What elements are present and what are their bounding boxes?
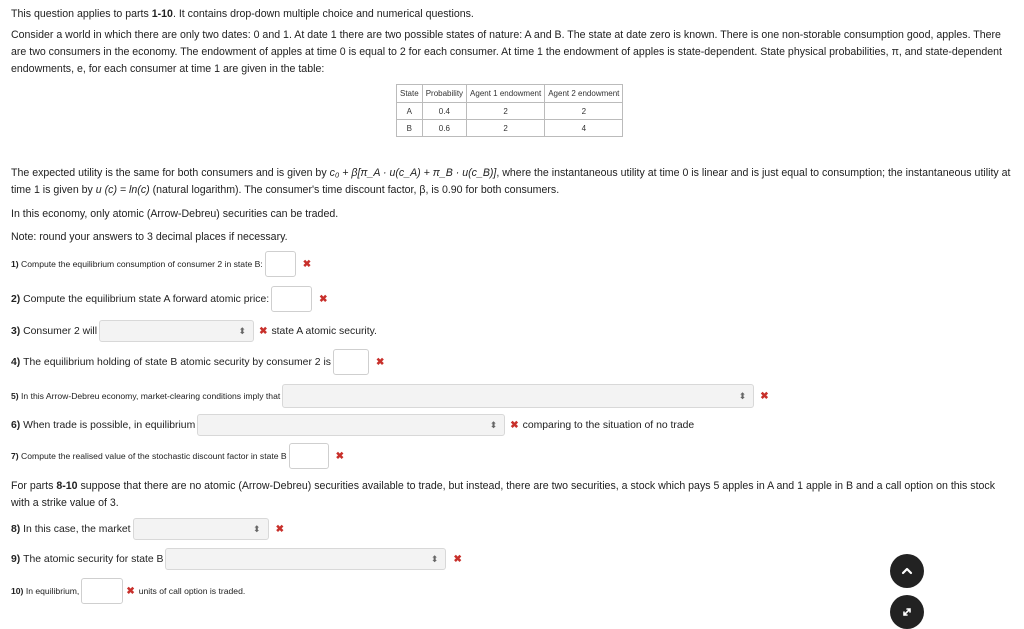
table-cell: 2 bbox=[467, 120, 545, 137]
q2-answer-input[interactable] bbox=[271, 286, 312, 312]
q3-select[interactable] bbox=[99, 320, 254, 342]
note-text: Note: round your answers to 3 decimal places if necessary. bbox=[11, 231, 288, 243]
incorrect-icon: ✖ bbox=[375, 356, 385, 368]
question-10: 10) In equilibrium, ✖ units of call option is traded. bbox=[11, 578, 245, 604]
endowment-table bbox=[396, 84, 623, 137]
table-cell: 4 bbox=[545, 120, 623, 137]
context-text: Consider a world in which there are only two dates: 0 and 1. At date 1 there are two possible states of nature: A and B. The state at date zero is known. There is one non-storable consumption good, apples. There are two consumers in the economy. The endowment of apples at time 0 is equal to 2 for each consumer. At time 1 the endowment of apples is state-dependent. State physical probabilities, π, and state-dependent endowments, e, for each consumer at time 1 are given in the table: bbox=[11, 29, 1002, 75]
question-label: Compute the equilibrium state A forward atomic price: bbox=[23, 293, 270, 305]
table-row bbox=[397, 103, 623, 120]
expand-icon bbox=[900, 605, 914, 619]
select-caret-icon: ⬍ bbox=[253, 523, 261, 534]
question-7: 7) Compute the realised value of the stochastic discount factor in state B ✖ bbox=[11, 443, 348, 469]
question-label: Compute the realised value of the stochastic discount factor in state B bbox=[21, 451, 287, 461]
table-cell: 2 bbox=[467, 103, 545, 120]
question-1: 1) Compute the equilibrium consumption of consumer 2 in state B: ✖ bbox=[11, 251, 315, 277]
q9-select[interactable] bbox=[165, 548, 446, 570]
table-cell: B bbox=[397, 120, 423, 137]
table-header: State bbox=[397, 85, 423, 103]
question-label: When trade is possible, in equilibrium bbox=[23, 419, 196, 431]
question-8: 8) In this case, the market ⬍ ✖ bbox=[11, 518, 288, 540]
intro-text: This question applies to parts 1-10. It contains drop-down multiple choice and numerical questions. bbox=[11, 8, 474, 20]
select-caret-icon: ⬍ bbox=[489, 419, 498, 430]
question-label: Consumer 2 will bbox=[23, 325, 98, 337]
incorrect-icon: ✖ bbox=[275, 523, 284, 535]
q5-select[interactable] bbox=[282, 384, 754, 408]
question-label: In this case, the market bbox=[23, 523, 131, 535]
question-6: 6) When trade is possible, in equilibrium ⬍ ✖ comparing to the situation of no trade bbox=[11, 414, 694, 436]
q8-select[interactable] bbox=[133, 518, 269, 540]
question-label: The equilibrium holding of state B atomic security by consumer 2 is bbox=[23, 356, 331, 368]
parts-8-10-text: For parts 8-10 suppose that there are no atomic (Arrow-Debreu) securities available to trade, but instead, there are two securities, a stock which pays 5 apples in A and 1 apple in B and a call option on this stock with a strike value of 3. bbox=[11, 480, 996, 509]
question-label: In equilibrium, bbox=[25, 586, 80, 596]
expand-button[interactable] bbox=[890, 595, 924, 629]
q7-answer-input[interactable] bbox=[289, 443, 329, 469]
question-3: 3) Consumer 2 will ⬍ ✖ state A atomic security. bbox=[11, 320, 377, 342]
table-cell: 2 bbox=[545, 103, 623, 120]
table-header: Probability bbox=[422, 85, 466, 103]
incorrect-icon: ✖ bbox=[760, 390, 769, 402]
q6-select[interactable] bbox=[197, 414, 505, 436]
question-label: The atomic security for state B bbox=[23, 553, 164, 565]
question-suffix: state A atomic security. bbox=[271, 325, 377, 337]
question-5: 5) In this Arrow-Debreu economy, market-clearing conditions imply that ⬍ ✖ bbox=[11, 384, 773, 408]
incorrect-icon: ✖ bbox=[126, 585, 135, 597]
utility-text: The expected utility is the same for both consumers and is given by c₀ + β[π_A · u(c_A) + π_B · u(c_B)], where the instantaneous utility at time 0 is linear and is just equal to consumption; the instantaneous utility at time 1 is given by u (c) = ln(c) (natural logarithm). The consumer's time discount factor, β, is 0.90 for both consumers. bbox=[11, 167, 1011, 196]
table-header: Agent 2 endowment bbox=[545, 85, 623, 103]
incorrect-icon: ✖ bbox=[453, 553, 462, 565]
incorrect-icon: ✖ bbox=[302, 258, 312, 270]
table-cell: 0.6 bbox=[422, 120, 466, 137]
q1-answer-input[interactable] bbox=[265, 251, 296, 277]
question-label: In this Arrow-Debreu economy, market-clearing conditions imply that bbox=[21, 391, 281, 401]
table-cell: A bbox=[397, 103, 423, 120]
economy-text: In this economy, only atomic (Arrow-Debreu) securities can be traded. bbox=[11, 208, 339, 220]
incorrect-icon: ✖ bbox=[510, 419, 519, 431]
question-suffix: units of call option is traded. bbox=[138, 586, 246, 596]
incorrect-icon: ✖ bbox=[319, 293, 328, 305]
table-cell: 0.4 bbox=[422, 103, 466, 120]
select-caret-icon: ⬍ bbox=[738, 390, 747, 401]
question-2: 2) Compute the equilibrium state A forward atomic price: ✖ bbox=[11, 286, 332, 312]
table-row bbox=[397, 120, 623, 137]
q10-answer-input[interactable] bbox=[81, 578, 123, 604]
question-label: Compute the equilibrium consumption of consumer 2 in state B: bbox=[21, 259, 263, 269]
q4-answer-input[interactable] bbox=[333, 349, 369, 375]
chevron-up-icon bbox=[900, 564, 914, 578]
question-suffix: comparing to the situation of no trade bbox=[522, 419, 695, 431]
incorrect-icon: ✖ bbox=[335, 450, 345, 462]
utility-function: u (c) = ln(c) bbox=[95, 184, 150, 196]
scroll-top-button[interactable] bbox=[890, 554, 924, 588]
question-4: 4) The equilibrium holding of state B atomic security by consumer 2 is ✖ bbox=[11, 349, 388, 375]
incorrect-icon: ✖ bbox=[259, 325, 268, 337]
select-caret-icon: ⬍ bbox=[238, 325, 247, 336]
table-header: Agent 1 endowment bbox=[467, 85, 545, 103]
select-caret-icon: ⬍ bbox=[430, 553, 439, 564]
utility-formula: c₀ + β[π_A · u(c_A) + π_B · u(c_B)] bbox=[329, 167, 497, 179]
question-9: 9) The atomic security for state B ⬍ ✖ bbox=[11, 548, 466, 570]
